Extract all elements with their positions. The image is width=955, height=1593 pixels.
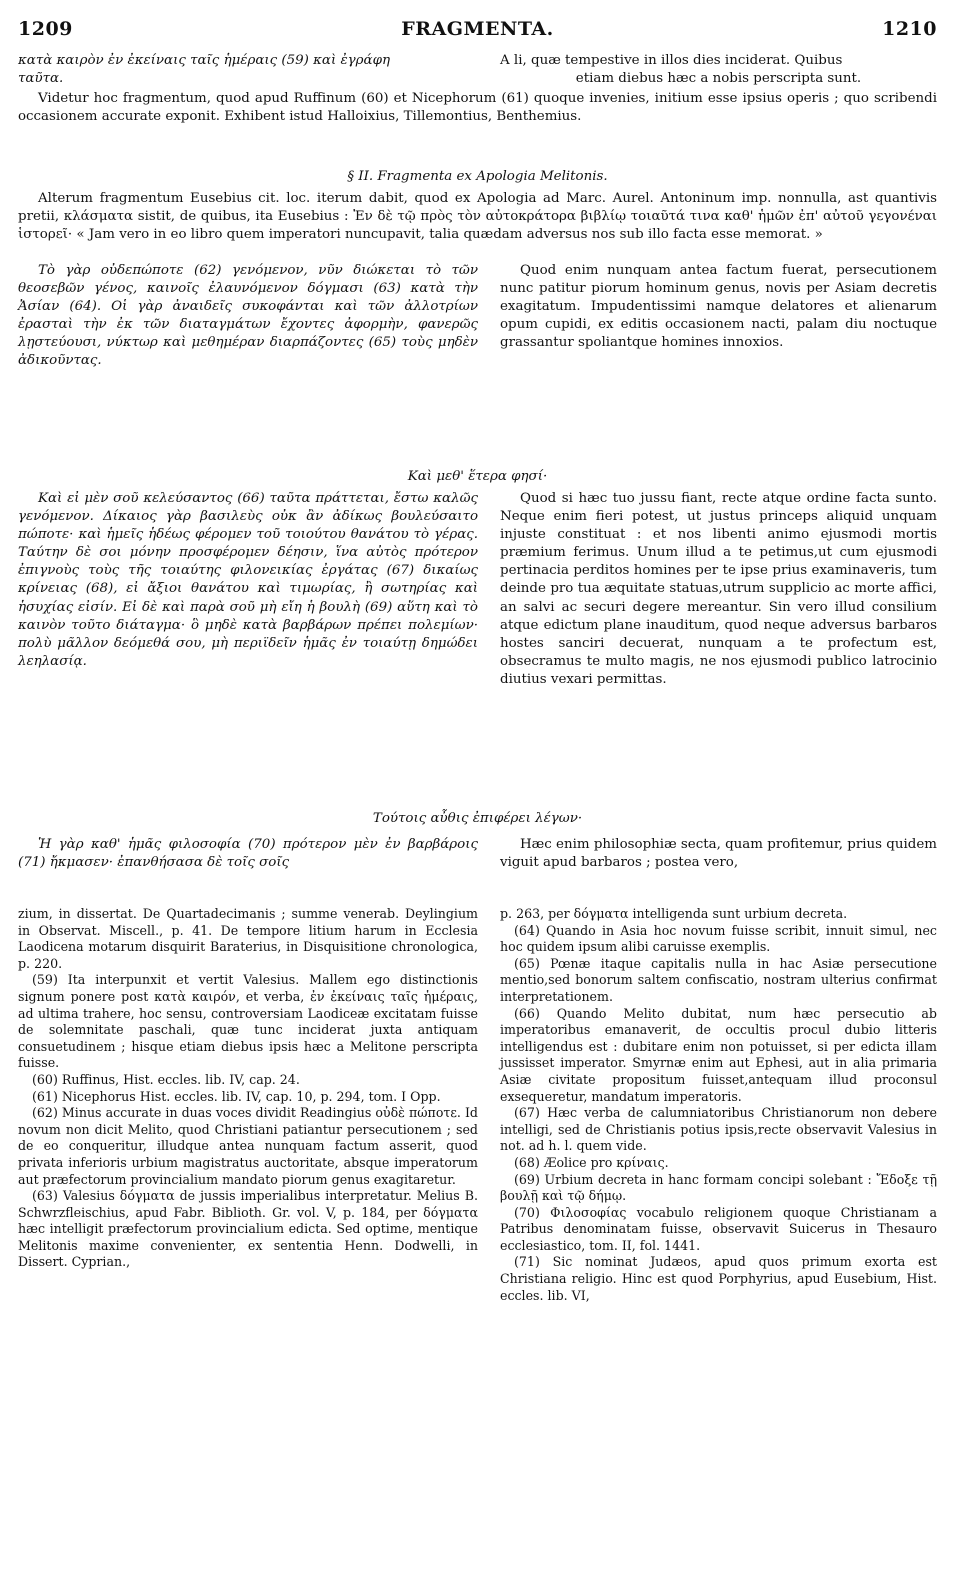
footnotes-left bbox=[18, 906, 478, 1271]
footnote: (60) Ruffinus, Hist. eccles. lib. IV, cap. 24. bbox=[32, 1071, 300, 1087]
footnote: (61) Nicephorus Hist. eccles. lib. IV, cap. 10, p. 294, tom. I Opp. bbox=[32, 1088, 441, 1104]
greek-passage-2: Καὶ εἰ μὲν σοῦ κελεύσαντος (66) ταῦτα πράττεται, ἔστω καλῶς γενόμενον. Δίκαιος γὰρ βασιλεὺς οὐκ ἂν ἀδίκως βουλεύσαιτο πώποτε· καὶ ἡμεῖς ἡδέως φέρομεν τοῦ τοιούτου θανάτου τὸ γέρας. Ταύτην δὲ σοι μόνην προσφέρομεν δέησιν, ἵνα αὐτὸς πρότερον ἐπιγνοὺς τοὺς τῆς τοιαύτης φιλονεικίας ἐργάτας (67) δικαίως κρίνειας (68), εἰ ἄξιοι θανάτου καὶ τιμωρίας, ἢ σωτηρίας καὶ ἡσυχίας εἰσίν. Εἰ δὲ καὶ παρὰ σοῦ μὴ εἴη ἡ βουλὴ (69) αὕτη καὶ τὸ καινὸν τοῦτο διάταγμα· ὃ μηδὲ κατὰ βαρβάρων πρέπει πολεμίων· πολὺ μᾶλλον δεόμεθά σου, μὴ περιϊδεῖν ἡμᾶς ἐν τοιαύτῃ δημώδει λεηλασίᾳ. bbox=[18, 491, 478, 669]
page-number-left: 1209 bbox=[18, 18, 73, 40]
top-greek-line2: ταῦτα. bbox=[18, 71, 64, 87]
footnote: (64) Quando in Asia hoc novum fuisse scribit, innuit simul, nec hoc quidem ipsum alibi caruisse exemplis. bbox=[500, 922, 937, 955]
intro-paragraph: Videtur hoc fragmentum, quod apud Ruffinum (60) et Nicephorum (61) quoque invenies, initium esse ipsius operis ; quo scribendi occasionem accurate exponit. Exhibent istud Halloixius, Tillemontius, Benthemius. bbox=[18, 91, 937, 125]
footnote: (65) Pœnæ itaque capitalis nulla in hac Asiæ persecutione mentio,sed bonorum saltem confiscatio, nostram ulterius confirmat interpretationem. bbox=[500, 955, 937, 1004]
top-latin-line1: A li, quæ tempestive in illos dies inciderat. Quibus bbox=[500, 53, 843, 68]
page-header bbox=[18, 18, 937, 46]
greek-passage-1: Τὸ γὰρ οὐδεπώποτε (62) γενόμενον, νῦν διώκεται τὸ τῶν θεοσεβῶν γένος, καινοῖς ἐλαυνόμενον δόγμασι (63) κατὰ τὴν Ἀσίαν (64). Οἱ γὰρ ἀναιδεῖς συκοφάνται καὶ τῶν ἀλλοτρίων ἐρασταὶ τὴν ἐκ τῶν διαταγμάτων ἔχοντες ἀφορμὴν, φανερῶς λῃστεύουσι, νύκτωρ καὶ μεθημέραν διαρπάζοντες (65) τοὺς μηδὲν ἀδικοῦντας. bbox=[18, 263, 478, 369]
latin-passage-1: Quod enim nunquam antea factum fuerat, persecutionem nunc patitur piorum hominum genus, novis per Asiam decretis exagitatum. Impudentissimi namque delatores et alienarum opum cupidi, ex editis occasionem nacti, palam diu noctuque grassantur spoliantque homines innoxios. bbox=[500, 263, 937, 351]
toutois-line: Τούτοις αὖθις ἐπιφέρει λέγων· bbox=[372, 811, 583, 826]
footnote: (59) Ita interpunxit et vertit Valesius. Mallem ego distinctionis signum ponere post κατὰ καιρόν, et verba, ἐν ἐκείναις ταῖς ἡμέραις, ad ultima trahere, hoc sensu, controversiam Laodiceæ excitatam fuisse de solemnitate paschali, quæ tunc inciderat juxta antiquam consuetudinem ; hisque etiam diebus ipsis hæc a Melitone perscripta fuisse. bbox=[18, 972, 478, 1071]
footnotes-right bbox=[500, 906, 937, 1304]
top-greek-line1: κατὰ καιρὸν ἐν ἐκείναις ταῖς ἡμέραις (59) καὶ ἐγράφη bbox=[18, 53, 390, 68]
running-title: FRAGMENTA. bbox=[401, 18, 554, 40]
footnote: (71) Sic nominat Judæos, apud quos primum exorta est Christiana religio. Hinc est quod Porphyrius, apud Eusebium, Hist. eccles. lib. VI, bbox=[500, 1254, 937, 1303]
top-latin-line2: etiam diebus hæc a nobis perscripta sunt. bbox=[575, 71, 862, 87]
footnote: p. 263, per δόγματα intelligenda sunt urbium decreta. bbox=[500, 906, 848, 921]
latin-passage-3: Hæc enim philosophiæ secta, quam profitemur, prius quidem viguit apud barbaros ; postea vero, bbox=[500, 837, 937, 871]
fragment-intro-paragraph: Alterum fragmentum Eusebius cit. loc. iterum dabit, quod ex Apologia ad Marc. Aurel. Antoninum imp. nonnulla, ast quantivis pretii, κλάσματα sistit, de quibus, ita Eusebius : Ἐν δὲ τῷ πρὸς τὸν αὐτοκράτορα βιβλίῳ τοιαῦτά τινα καθ' ἡμῶν ἐπ' αὐτοῦ γεγονέναι ἱστορεῖ· « Jam vero in eo libro quem imperatori nuncupavit, talia quædam adversus nos sub illo facta esse memorat. » bbox=[18, 191, 937, 243]
top-greek bbox=[18, 52, 478, 88]
footnote: (68) Æolice pro κρίναις. bbox=[514, 1154, 669, 1170]
footnote: (63) Valesius δόγματα de jussis imperialibus interpretatur. Melius B. Schwrzfleischius, apud Fabr. Biblioth. Gr. vol. V, p. 184, per δόγματα hæc intelligit præfectorum provincialium edicta. Sed optime, mentique Melitonis maxime convenienter, ex sententia Henn. Dodwelli, in Dissert. Cyprian., bbox=[18, 1188, 478, 1270]
top-latin bbox=[500, 52, 937, 88]
greek-passage-3: Ἡ γὰρ καθ' ἡμᾶς φιλοσοφία (70) πρότερον μὲν ἐν βαρβάροις (71) ἤκμασεν· ἐπανθήσασα δὲ τοῖς σοῖς bbox=[18, 837, 478, 871]
footnote: (69) Urbium decreta in hanc formam concipi solebant : Ἔδοξε τῇ βουλῇ καὶ τῷ δήμῳ. bbox=[500, 1171, 937, 1204]
page-number-right: 1210 bbox=[882, 18, 937, 40]
kai-meth-etera: Καὶ μεθ' ἕτερα φησί· bbox=[407, 469, 548, 484]
footnote: (70) Φιλοσοφίας vocabulo religionem quoque Christianam a Patribus denominatam fuisse, observavit Suicerus in Thesauro ecclesiastico, tom. II, fol. 1441. bbox=[500, 1204, 937, 1253]
latin-passage-2: Quod si hæc tuo jussu fiant, recte atque ordine facta sunto. Neque enim fieri potest, ut justus princeps aliquid unquam injuste constituat : et nos libenti animo ejusmodi mortis præmium ferimus. Unum illud a te petimus,ut cum ejusmodi pertinacia perditos homines per te ipse prius examinaveris, tum deinde pro tua æquitate statuas,utrum supplicio ac morte affici, an salvi ac securi degere mereantur. Sin vero illud consilium atque edictum plane inauditum, quod neque adversus barbaros hostes sanciri decuerat, nunquam a te profectum est, obsecramus te multo magis, ne nos ejusmodi publico latrocinio diutius vexari permittas. bbox=[500, 491, 937, 687]
footnote: zium, in dissertat. De Quartadecimanis ; summe venerab. Deylingium in Observat. Miscell., p. 41. De tempore litium harum in Ecclesia Laodicena motarum disquirit Baraterius, in Disquisitione chronologica, p. 220. bbox=[18, 906, 478, 971]
footnote: (62) Minus accurate in duas voces dividit Readingius οὐδὲ πώποτε. Id novum non dicit Melito, quod Christiani patiantur persecutionem ; sed de eo conqueritur, illudque antea nunquam factum asserit, quod privata inferioris urbium magistratus auctoritate, absque imperatorum aut præfectorum provincialium mandato piorum genus exagitaretur. bbox=[18, 1105, 478, 1187]
section-heading: § II. Fragmenta ex Apologia Melitonis. bbox=[347, 169, 608, 184]
footnote: (67) Hæc verba de calumniatoribus Christianorum non debere intelligi, sed de Christianis potius ipsis,recte observavit Valesius in not. ad h. l. quem vide. bbox=[500, 1105, 937, 1154]
footnote: (66) Quando Melito dubitat, num hæc persecutio ab imperatoribus emanaverit, de occultis procul dubio litteris intelligendus est : dubitare enim non potuisset, si per edicta illam jussisset imperator. Smyrnæ enim aut Ephesi, aut in alia primaria Asiæ civitate propositum fuisset,antequam illud proconsul exsequeretur, mandatum imperatoris. bbox=[500, 1005, 937, 1104]
